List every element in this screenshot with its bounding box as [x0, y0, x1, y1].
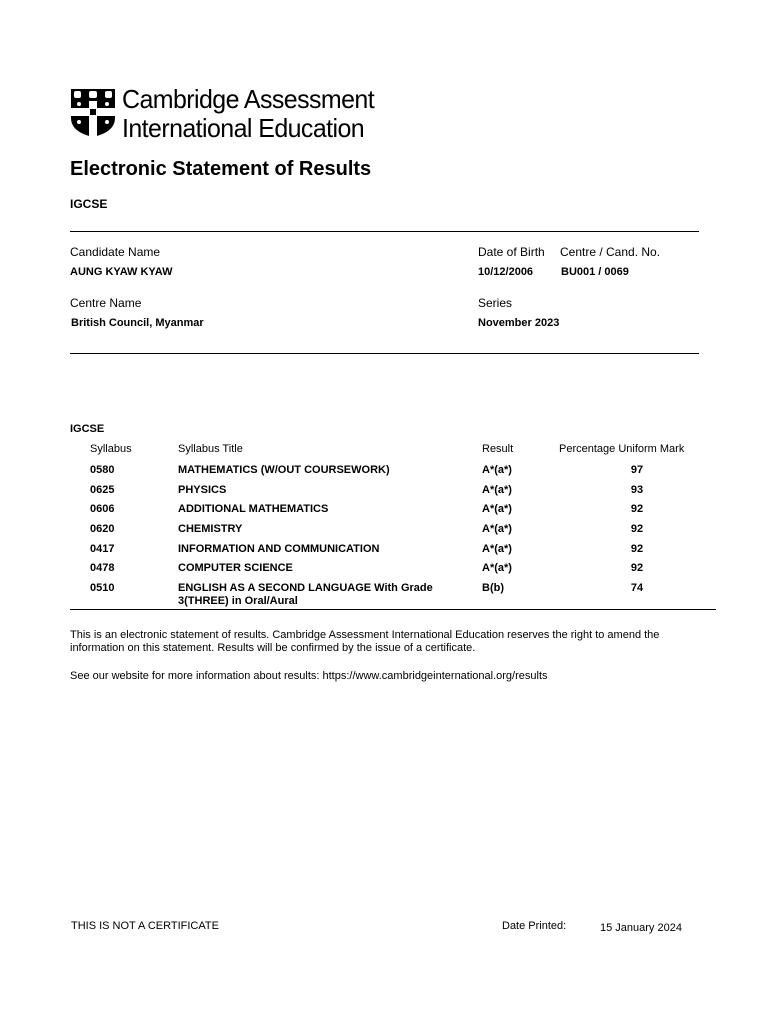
dob-value: 10/12/2006: [478, 266, 534, 278]
series-value: November 2023: [478, 317, 560, 329]
table-row: [0, 582, 768, 610]
syllabus-code: 0625: [90, 484, 115, 496]
syllabus-code: 0606: [90, 503, 115, 515]
result-grade: A*(a*): [482, 543, 512, 555]
uniform-mark: 74: [630, 582, 644, 594]
disclaimer-text: This is an electronic statement of results. Cambridge Assessment International Education reserves the right to amend the information on this statement. Results will be confirmed by the issue of a certificate.: [70, 629, 660, 654]
col-header-title: Syllabus Title: [178, 443, 243, 455]
series-label: Series: [478, 296, 513, 310]
syllabus-code: 0580: [90, 464, 115, 476]
result-grade: A*(a*): [482, 464, 512, 476]
syllabus-title: ADDITIONAL MATHEMATICS: [178, 503, 329, 515]
syllabus-title: PHYSICS: [178, 484, 227, 496]
result-grade: A*(a*): [482, 484, 512, 496]
result-grade: B(b): [482, 582, 504, 594]
syllabus-title: COMPUTER SCIENCE: [178, 562, 293, 574]
result-grade: A*(a*): [482, 523, 512, 535]
uniform-mark: 92: [630, 543, 644, 555]
syllabus-code: 0478: [90, 562, 115, 574]
document-title: Electronic Statement of Results: [70, 158, 372, 180]
candidate-name: AUNG KYAW KYAW: [70, 266, 173, 278]
website-text: See our website for more information about results: https://www.cambridgeinternational.org/results: [70, 670, 548, 682]
table-row: [0, 562, 768, 582]
result-grade: A*(a*): [482, 562, 512, 574]
date-printed-label: Date Printed:: [502, 920, 567, 932]
syllabus-code: 0620: [90, 523, 115, 535]
centre-cand-value: BU001 / 0069: [561, 266, 629, 278]
centre-cand-label: Centre / Cand. No.: [560, 245, 661, 259]
uniform-mark: 92: [630, 503, 644, 515]
syllabus-title: CHEMISTRY: [178, 523, 243, 535]
table-row: [0, 484, 768, 504]
cambridge-crest-shield-icon: [70, 88, 116, 138]
qualification-label: IGCSE: [70, 197, 108, 211]
uniform-mark: 92: [630, 523, 644, 535]
table-row: [0, 464, 768, 484]
syllabus-code: 0510: [90, 582, 115, 594]
result-grade: A*(a*): [482, 503, 512, 515]
date-printed-value: 15 January 2024: [600, 922, 682, 934]
col-header-result: Result: [482, 443, 514, 455]
not-certificate-notice: THIS IS NOT A CERTIFICATE: [71, 920, 219, 932]
syllabus-title: ENGLISH AS A SECOND LANGUAGE With Grade 3(THREE) in Oral/Aural: [178, 582, 433, 607]
col-header-syllabus: Syllabus: [90, 443, 132, 455]
uniform-mark: 93: [630, 484, 644, 496]
brand-line1: Cambridge Assessment: [122, 84, 375, 114]
candidate-name-label: Candidate Name: [70, 245, 161, 259]
results-qualification: IGCSE: [70, 423, 105, 435]
brand-line2: International Education: [122, 113, 365, 143]
col-header-pum: Percentage Uniform Mark: [559, 443, 685, 455]
centre-name-value: British Council, Myanmar: [71, 317, 204, 329]
syllabus-code: 0417: [90, 543, 115, 555]
divider: [70, 231, 699, 232]
divider: [70, 609, 716, 610]
uniform-mark: 97: [630, 464, 644, 476]
uniform-mark: 92: [630, 562, 644, 574]
table-row: [0, 503, 768, 523]
syllabus-title: INFORMATION AND COMMUNICATION: [178, 543, 380, 555]
centre-name-label: Centre Name: [70, 296, 142, 310]
dob-label: Date of Birth: [478, 245, 545, 259]
syllabus-title: MATHEMATICS (W/OUT COURSEWORK): [178, 464, 390, 476]
table-row: [0, 543, 768, 563]
table-row: [0, 523, 768, 543]
divider: [70, 353, 699, 354]
